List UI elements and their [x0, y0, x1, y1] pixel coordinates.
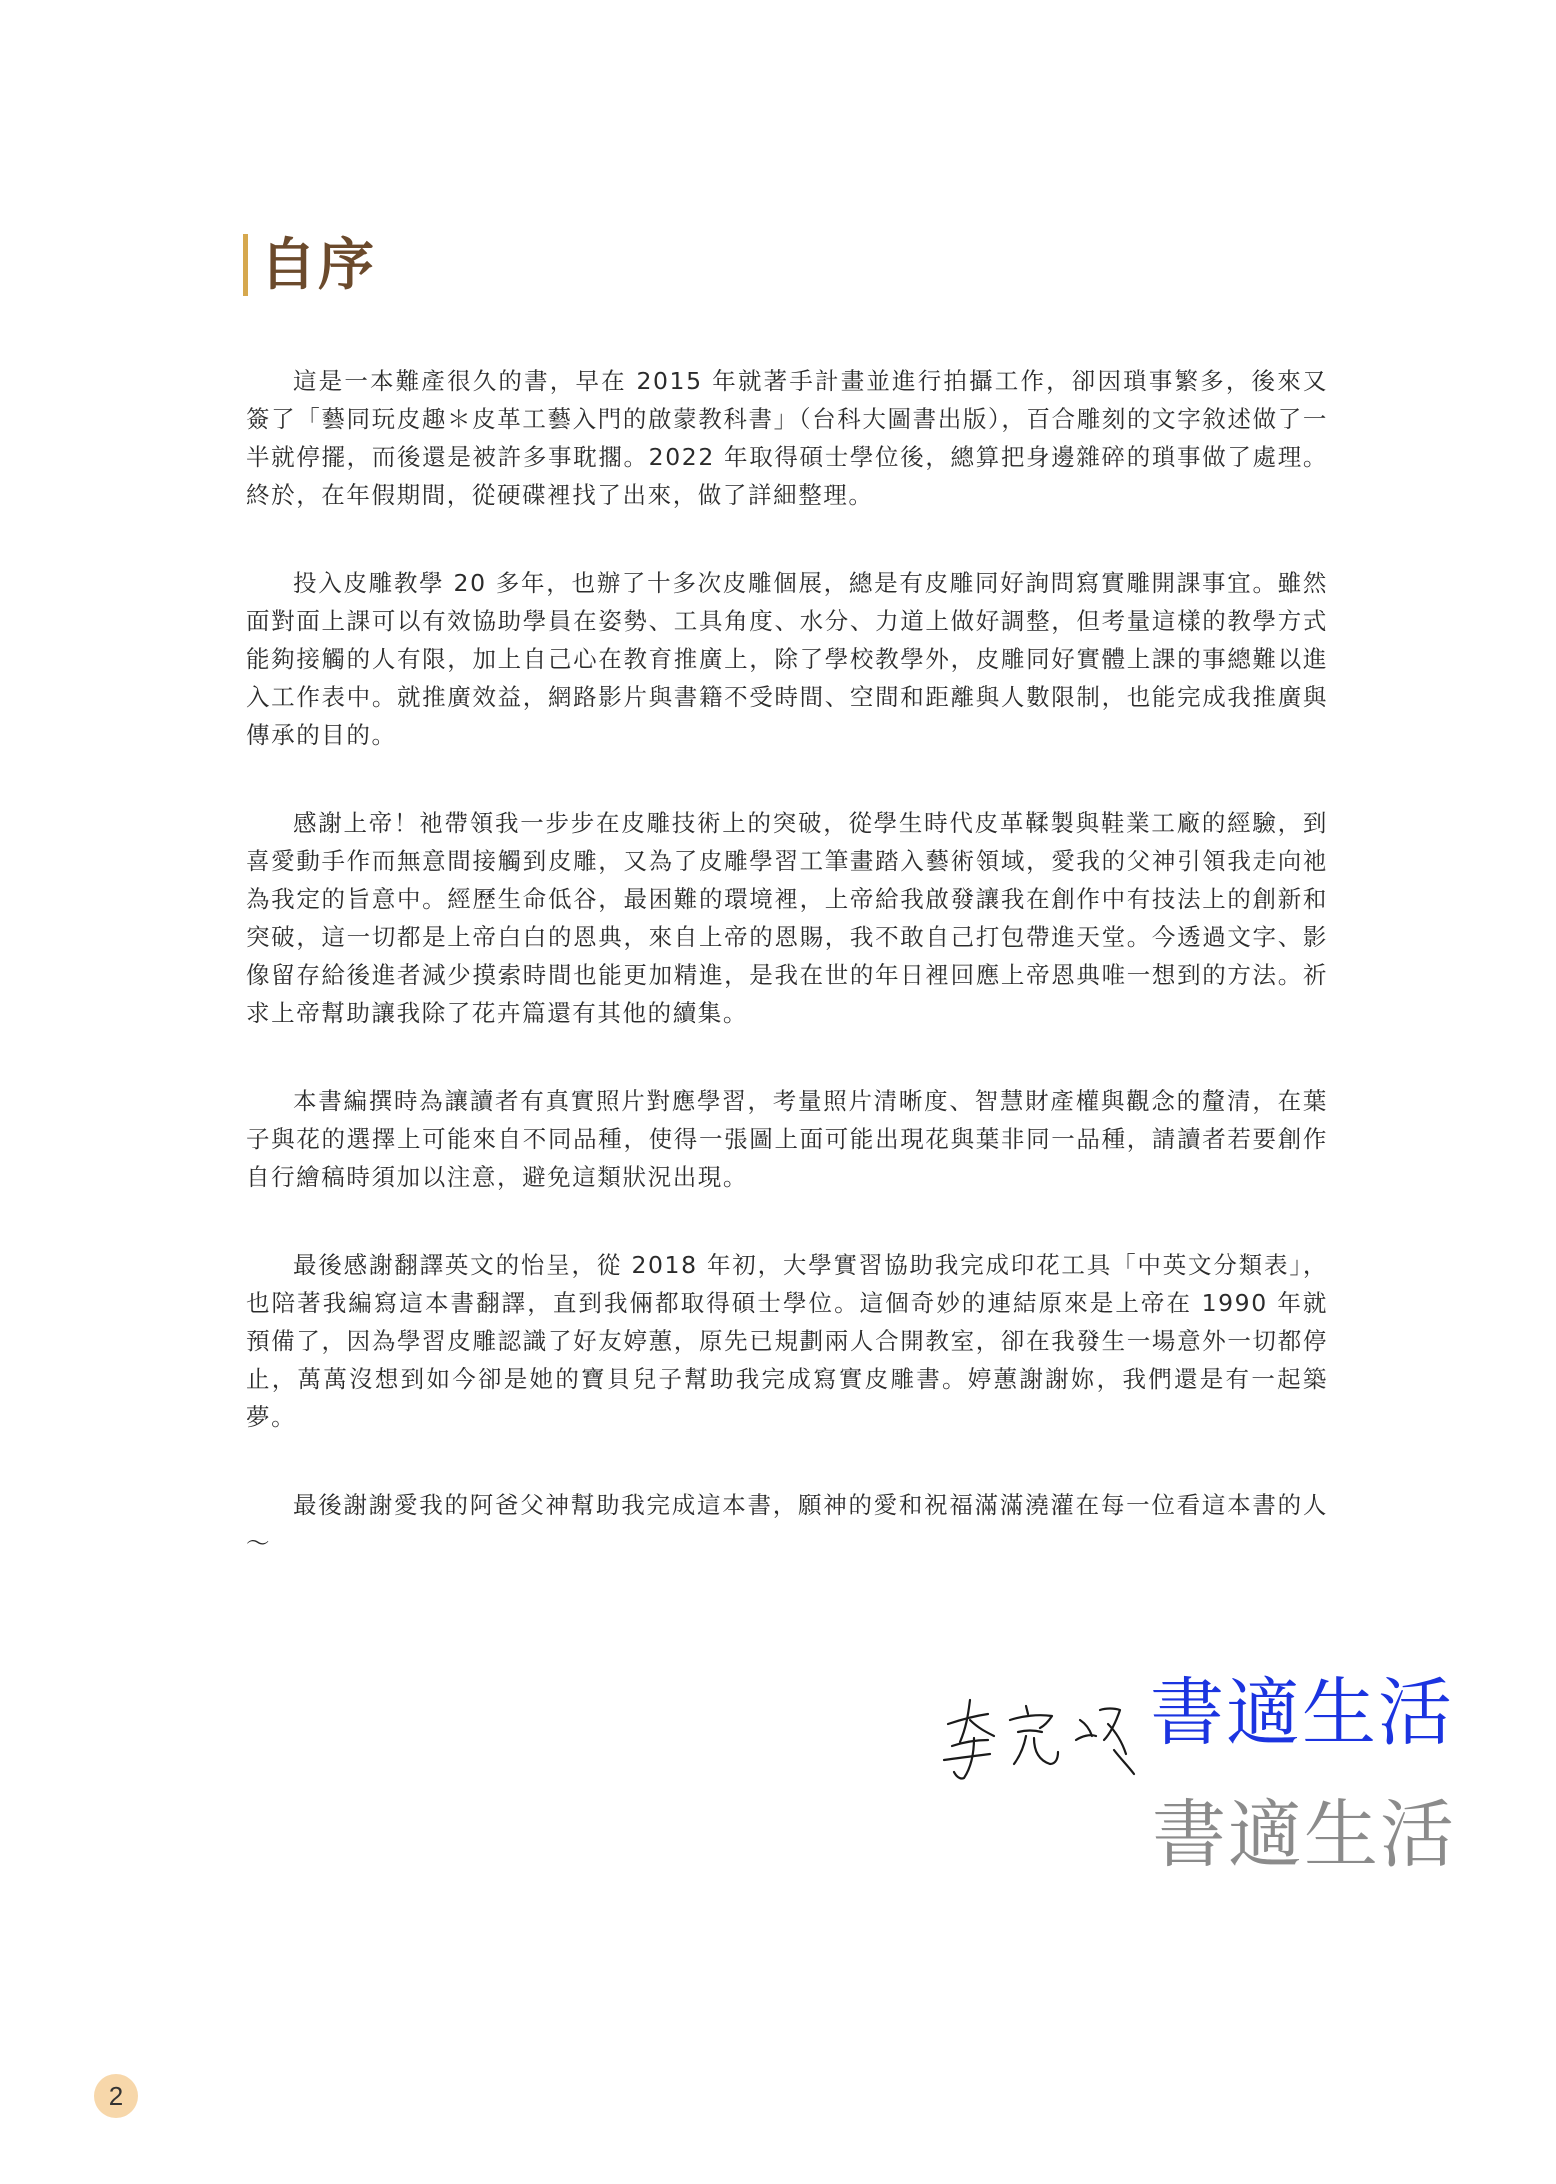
paragraph-1: 這是一本難產很久的書，早在 2015 年就著手計畫並進行拍攝工作，卻因瑣事繁多，後來又簽了「藝同玩皮趣＊皮革工藝入門的啟蒙教科書」（台科大圖書出版），百合雕刻的文字敘述做了一半就停擺，而後還是被許多事耽擱。2022 年取得碩士學位後，總算把身邊雜碎的瑣事做了處理。終於，在年假期間，從硬碟裡找了出來，做了詳細整理。: [246, 367, 1328, 509]
paragraph-5: 最後感謝翻譯英文的怡呈，從 2018 年初，大學實習協助我完成印花工具「中英文分類表」，也陪著我編寫這本書翻譯，直到我倆都取得碩士學位。這個奇妙的連結原來是上帝在 1990 年就預備了，因為學習皮雕認識了好友婷蕙，原先已規劃兩人合開教室，卻在我發生一場意外一切都停止，萬萬沒想到如今卻是她的寶貝兒子幫助我完成寫實皮雕書。婷蕙謝謝妳，我們還是有一起築夢。: [246, 1251, 1328, 1431]
paragraph-3: 感謝上帝！祂帶領我一步步在皮雕技術上的突破，從學生時代皮革鞣製與鞋業工廠的經驗，到喜愛動手作而無意間接觸到皮雕，又為了皮雕學習工筆畫踏入藝術領域，愛我的父神引領我走向祂為我定的旨意中。經歷生命低谷，最困難的環境裡，上帝給我啟發讓我在創作中有技法上的創新和突破，這一切都是上帝白白的恩典，來自上帝的恩賜，我不敢自己打包帶進天堂。今透過文字、影像留存給後進者減少摸索時間也能更加精進，是我在世的年日裡回應上帝恩典唯一想到的方法。祈求上帝幫助讓我除了花卉篇還有其他的續集。: [246, 809, 1328, 1027]
page-number-badge: 2: [94, 2074, 138, 2118]
paragraph-6: 最後謝謝愛我的阿爸父神幫助我完成這本書，願神的愛和祝福滿滿澆灌在每一位看這本書的人～: [246, 1491, 1328, 1557]
title-accent-bar: [243, 234, 248, 296]
section-heading: [243, 233, 376, 297]
paragraph-4: 本書編撰時為讓讀者有真實照片對應學習，考量照片清晰度、智慧財產權與觀念的釐清，在葉子與花的選擇上可能來自不同品種，使得一張圖上面可能出現花與葉非同一品種，請讀者若要創作自行繪稿時須加以注意，避免這類狀況出現。: [246, 1087, 1328, 1191]
watermark-blue: 書適生活: [1150, 1670, 1454, 1756]
page-title: 自序: [260, 232, 376, 298]
watermark-gray: 書適生活: [1152, 1792, 1456, 1878]
handwritten-signature: [930, 1680, 1180, 1790]
signature-area: [930, 1640, 1470, 1900]
preface-body: [246, 362, 1328, 1612]
paragraph-2: 投入皮雕教學 20 多年，也辦了十多次皮雕個展，總是有皮雕同好詢問寫實雕開課事宜。雖然面對面上課可以有效協助學員在姿勢、工具角度、水分、力道上做好調整，但考量這樣的教學方式能夠接觸的人有限，加上自己心在教育推廣上，除了學校教學外，皮雕同好實體上課的事總難以進入工作表中。就推廣效益，網路影片與書籍不受時間、空間和距離與人數限制，也能完成我推廣與傳承的目的。: [246, 569, 1328, 749]
